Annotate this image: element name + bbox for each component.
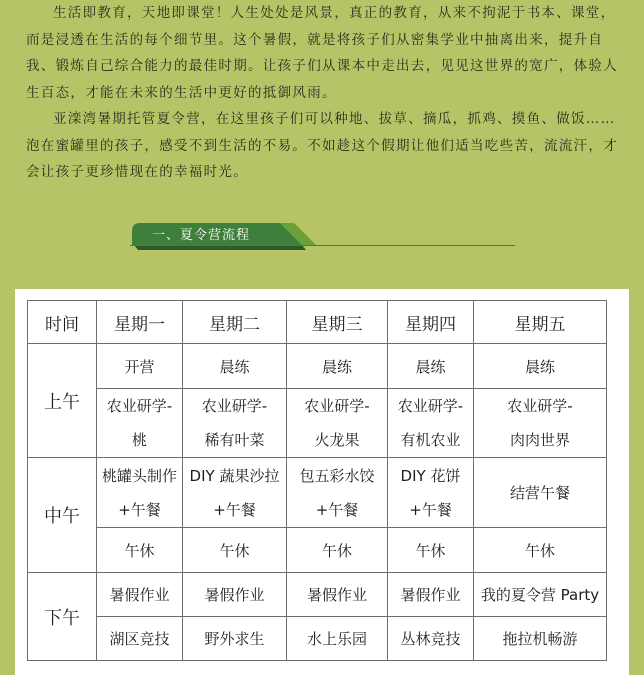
section-divider	[130, 245, 515, 246]
table-cell: 农业研学- 桃	[97, 389, 183, 458]
header-time: 时间	[28, 301, 97, 344]
section-title: 一、夏令营流程	[152, 228, 251, 243]
header-tuesday: 星期二	[183, 301, 287, 344]
table-cell: 晨练	[474, 344, 607, 389]
table-cell: 农业研学- 稀有叶菜	[183, 389, 287, 458]
table-cell: 晨练	[388, 344, 474, 389]
table-cell: 农业研学- 有机农业	[388, 389, 474, 458]
period-morning: 上午	[28, 344, 97, 458]
table-cell: 包五彩水饺 +午餐	[287, 458, 388, 528]
table-cell: DIY 花饼 +午餐	[388, 458, 474, 528]
table-cell: 晨练	[287, 344, 388, 389]
table-cell: 农业研学- 肉肉世界	[474, 389, 607, 458]
table-cell: 暑假作业	[388, 573, 474, 617]
table-cell: 农业研学- 火龙果	[287, 389, 388, 458]
header-friday: 星期五	[474, 301, 607, 344]
table-row	[28, 573, 607, 617]
table-row	[28, 389, 607, 458]
table-row	[28, 344, 607, 389]
section-header	[130, 217, 515, 251]
table-cell: 丛林竞技	[388, 617, 474, 661]
table-cell: 开营	[97, 344, 183, 389]
table-cell: 暑假作业	[97, 573, 183, 617]
schedule-panel	[15, 289, 629, 675]
table-cell: 午休	[183, 528, 287, 573]
header-thursday: 星期四	[388, 301, 474, 344]
header-monday: 星期一	[97, 301, 183, 344]
table-cell: DIY 蔬果沙拉 +午餐	[183, 458, 287, 528]
table-cell: 我的夏令营 Party	[474, 573, 607, 617]
table-cell: 桃罐头制作 +午餐	[97, 458, 183, 528]
table-cell: 暑假作业	[183, 573, 287, 617]
period-noon: 中午	[28, 458, 97, 573]
table-header-row	[28, 301, 607, 344]
table-cell: 午休	[287, 528, 388, 573]
intro-text	[26, 0, 626, 186]
table-cell: 午休	[97, 528, 183, 573]
header-wednesday: 星期三	[287, 301, 388, 344]
schedule-table	[27, 300, 607, 661]
table-cell: 野外求生	[183, 617, 287, 661]
period-afternoon: 下午	[28, 573, 97, 661]
table-cell: 水上乐园	[287, 617, 388, 661]
table-row	[28, 458, 607, 528]
table-cell: 午休	[474, 528, 607, 573]
table-cell: 午休	[388, 528, 474, 573]
table-cell: 结营午餐	[474, 458, 607, 528]
intro-paragraph-1: 生活即教育，天地即课堂！人生处处是风景，真正的教育，从来不拘泥于书本、课堂，而是浸透在生活的每个细节里。这个暑假，就是将孩子们从密集学业中抽离出来，提升自我、锻炼自己综合能力的最佳时期。让孩子们从课本中走出去，见见这世界的宽广，体验人生百态，才能在未来的生活中更好的抵御风雨。	[26, 5, 618, 101]
table-row	[28, 617, 607, 661]
table-cell: 拖拉机畅游	[474, 617, 607, 661]
table-row	[28, 528, 607, 573]
intro-paragraph-2: 亚滦湾暑期托管夏令营，在这里孩子们可以种地、拔草、摘瓜，抓鸡、摸鱼、做饭……泡在蜜罐里的孩子，感受不到生活的不易。不如趁这个假期让他们适当吃些苦，流流汗，才会让孩子更珍惜现在的幸福时光。	[26, 111, 618, 180]
table-cell: 湖区竞技	[97, 617, 183, 661]
table-cell: 晨练	[183, 344, 287, 389]
table-cell: 暑假作业	[287, 573, 388, 617]
